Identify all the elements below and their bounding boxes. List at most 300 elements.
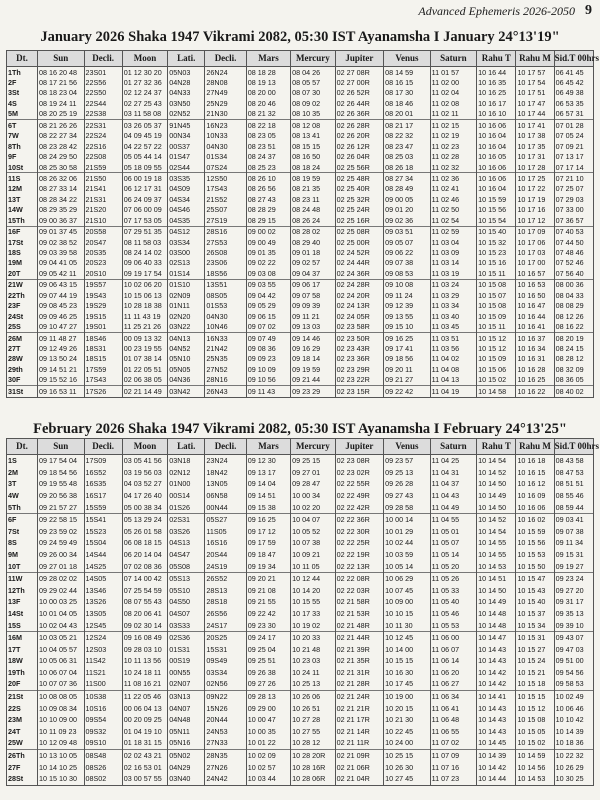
cell-date: 20F <box>7 678 38 690</box>
cell-rahu-true: 10 14 42 <box>477 678 516 690</box>
february-title: February 2026 Shaka 1947 Vikrami 2082, 05:30 IST Ayanamsha I February 24°13'25" <box>33 421 567 437</box>
cell-sidereal-time: 09 39 10 <box>554 619 593 631</box>
table-row <box>7 572 594 584</box>
cell-mercury: 09 14 46 <box>291 332 335 343</box>
cell-moon-declination: 18N42 <box>205 467 246 479</box>
cell-date: 19Th <box>7 667 38 679</box>
cell-date: 10St <box>7 162 38 173</box>
cell-jupiter: 02 22 30R <box>335 526 384 538</box>
cell-mars: 08 19 13 <box>246 77 290 87</box>
cell-mars: 08 20 46 <box>246 98 290 108</box>
table-row <box>7 526 594 538</box>
cell-venus: 08 20 01 <box>384 109 431 120</box>
cell-saturn: 11 02 54 <box>430 215 477 226</box>
cell-sidereal-time: 09 19 27 <box>554 560 593 572</box>
table-row <box>7 585 594 597</box>
cell-moon-declination: 21N30 <box>205 109 246 120</box>
cell-mars: 09 26 38 <box>246 667 290 679</box>
cell-sun-declination: 15S59 <box>84 501 122 513</box>
cell-jupiter: 02 27 00R <box>335 77 384 87</box>
cell-rahu-mean: 10 17 54 <box>516 77 554 87</box>
cell-sun-declination: 16S17 <box>84 490 122 502</box>
cell-venus: 10 22 45 <box>384 726 431 738</box>
cell-saturn: 11 04 49 <box>430 501 477 513</box>
cell-date: 13T <box>7 194 38 204</box>
table-row <box>7 501 594 513</box>
cell-sidereal-time: 10 26 29 <box>554 761 593 773</box>
cell-rahu-true: 10 14 43 <box>477 655 516 667</box>
cell-moon-latitude: 00S14 <box>168 490 205 502</box>
cell-jupiter: 02 25 56R <box>335 162 384 173</box>
cell-moon-latitude: 04S07 <box>168 608 205 620</box>
cell-mars: 08 22 18 <box>246 120 290 131</box>
cell-moon-latitude: 04S47 <box>168 549 205 561</box>
cell-date: 17T <box>7 644 38 656</box>
cell-mercury: 08 09 02 <box>291 98 335 108</box>
cell-moon: 08 20 06 41 <box>122 608 167 620</box>
cell-moon-declination: 09N22 <box>205 690 246 702</box>
cell-venus: 09 15 10 <box>384 322 431 333</box>
cell-saturn: 11 02 00 <box>430 77 477 87</box>
col-header-moon: Moon <box>122 439 167 455</box>
cell-rahu-mean: 10 17 38 <box>516 131 554 141</box>
cell-rahu-mean: 10 17 31 <box>516 152 554 162</box>
cell-sun-declination: 08S48 <box>84 749 122 761</box>
cell-rahu-mean: 10 16 15 <box>516 467 554 479</box>
cell-saturn: 11 04 13 <box>430 375 477 386</box>
cell-jupiter: 02 26 20R <box>335 131 384 141</box>
cell-moon-latitude: 03N22 <box>168 322 205 333</box>
january-header-row <box>7 51 594 67</box>
cell-mercury: 09 25 15 <box>291 455 335 467</box>
cell-saturn: 11 05 33 <box>430 585 477 597</box>
cell-sun: 10 15 10 30 <box>38 773 85 785</box>
cell-jupiter: 02 23 58R <box>335 322 384 333</box>
cell-saturn: 11 06 55 <box>430 726 477 738</box>
table-row <box>7 247 594 257</box>
february-header-row <box>7 439 594 455</box>
cell-sun: 09 29 02 44 <box>38 585 85 597</box>
cell-saturn: 11 03 24 <box>430 279 477 290</box>
cell-rahu-true: 10 16 06 <box>477 162 516 173</box>
cell-sidereal-time: 07 52 46 <box>554 258 593 268</box>
cell-rahu-mean: 10 17 44 <box>516 109 554 120</box>
cell-moon-latitude: 01S26 <box>168 501 205 513</box>
cell-sun: 09 09 46 25 <box>38 311 85 321</box>
cell-mercury: 09 13 03 <box>291 322 335 333</box>
table-row <box>7 678 594 690</box>
cell-rahu-true: 10 16 35 <box>477 77 516 87</box>
cell-sun-declination: 23S01 <box>84 67 122 78</box>
cell-date: 3T <box>7 478 38 490</box>
cell-sidereal-time: 06 41 45 <box>554 67 593 78</box>
cell-sidereal-time: 08 43 58 <box>554 455 593 467</box>
cell-mercury: 10 11 05 <box>291 560 335 572</box>
cell-jupiter: 02 22 42R <box>335 501 384 513</box>
cell-sun-declination: 22S50 <box>84 88 122 98</box>
cell-mars: 09 16 25 <box>246 513 290 525</box>
cell-sidereal-time: 06 49 38 <box>554 88 593 98</box>
cell-moon-latitude: 04N36 <box>168 375 205 386</box>
cell-moon: 09 19 17 54 <box>122 268 167 279</box>
cell-sun-declination: 15S41 <box>84 513 122 525</box>
cell-mars: 09 25 04 <box>246 644 290 656</box>
cell-moon-declination: 03S34 <box>205 667 246 679</box>
cell-rahu-true: 10 14 39 <box>477 749 516 761</box>
cell-moon-latitude: 02N12 <box>168 467 205 479</box>
cell-venus: 10 06 29 <box>384 572 431 584</box>
cell-sun: 10 10 09 00 <box>38 714 85 726</box>
cell-mars: 09 11 43 <box>246 386 290 397</box>
table-row <box>7 131 594 141</box>
cell-rahu-mean: 10 17 06 <box>516 237 554 247</box>
cell-mars: 08 23 05 <box>246 131 290 141</box>
cell-rahu-true: 10 15 12 <box>477 332 516 343</box>
cell-saturn: 11 02 04 <box>430 88 477 98</box>
cell-saturn: 11 02 36 <box>430 173 477 184</box>
cell-rahu-true: 10 14 55 <box>477 537 516 549</box>
cell-moon: 02 06 38 05 <box>122 375 167 386</box>
cell-moon-latitude: 04N13 <box>168 332 205 343</box>
cell-sidereal-time: 08 32 09 <box>554 364 593 374</box>
cell-moon-declination: 27N49 <box>205 88 246 98</box>
cell-moon-latitude: 02S36 <box>168 631 205 643</box>
cell-saturn: 11 04 31 <box>430 467 477 479</box>
cell-jupiter: 02 23 29R <box>335 364 384 374</box>
cell-rahu-mean: 10 17 35 <box>516 141 554 151</box>
cell-moon: 04 09 45 19 <box>122 131 167 141</box>
cell-venus: 08 27 34 <box>384 173 431 184</box>
cell-sidereal-time: 10 06 46 <box>554 702 593 714</box>
cell-mars: 09 22 42 <box>246 608 290 620</box>
cell-venus: 10 19 00 <box>384 690 431 702</box>
cell-sun: 08 17 21 56 <box>38 77 85 87</box>
cell-rahu-mean: 10 16 44 <box>516 311 554 321</box>
cell-mars: 09 27 26 <box>246 678 290 690</box>
cell-sun-declination: 11S00 <box>84 678 122 690</box>
cell-moon-declination: 21N42 <box>205 343 246 353</box>
cell-sidereal-time: 07 48 46 <box>554 247 593 257</box>
table-row <box>7 279 594 290</box>
cell-sidereal-time: 07 25 07 <box>554 184 593 194</box>
cell-moon-declination: 04N30 <box>205 141 246 151</box>
cell-saturn: 11 07 02 <box>430 737 477 749</box>
table-row <box>7 364 594 374</box>
cell-sidereal-time: 07 36 57 <box>554 215 593 226</box>
cell-mercury: 08 04 26 <box>291 67 335 78</box>
cell-rahu-mean: 10 15 56 <box>516 537 554 549</box>
cell-date: 14St <box>7 608 38 620</box>
table-row <box>7 386 594 397</box>
table-row <box>7 98 594 108</box>
cell-sun: 09 28 02 02 <box>38 572 85 584</box>
cell-date: 30F <box>7 375 38 386</box>
cell-sun: 09 01 37 45 <box>38 226 85 237</box>
cell-venus: 10 14 00 <box>384 644 431 656</box>
cell-sun-declination: 20S23 <box>84 258 122 268</box>
cell-date: 8S <box>7 537 38 549</box>
cell-rahu-mean: 10 16 31 <box>516 354 554 364</box>
cell-rahu-mean: 10 15 47 <box>516 572 554 584</box>
cell-sun: 09 26 00 34 <box>38 549 85 561</box>
cell-moon-declination: 23N24 <box>205 455 246 467</box>
table-row <box>7 667 594 679</box>
cell-rahu-mean: 10 17 00 <box>516 258 554 268</box>
cell-mars: 08 26 10 <box>246 173 290 184</box>
cell-moon: 00 20 09 25 <box>122 714 167 726</box>
cell-moon-declination: 25N29 <box>205 98 246 108</box>
cell-moon: 03 00 57 55 <box>122 773 167 785</box>
cell-mars: 09 18 47 <box>246 549 290 561</box>
february-table-body <box>7 455 594 786</box>
cell-venus: 09 20 11 <box>384 364 431 374</box>
cell-mercury: 10 21 48 <box>291 644 335 656</box>
cell-mars: 10 00 35 <box>246 726 290 738</box>
cell-date: 7W <box>7 131 38 141</box>
cell-rahu-mean: 10 17 57 <box>516 67 554 78</box>
col-header-venus: Venus <box>384 439 431 455</box>
cell-venus: 10 05 14 <box>384 560 431 572</box>
cell-rahu-mean: 10 16 12 <box>516 478 554 490</box>
cell-date: 3St <box>7 88 38 98</box>
cell-sun-declination: 10S38 <box>84 690 122 702</box>
cell-saturn: 11 06 00 <box>430 631 477 643</box>
cell-mars: 09 14 04 <box>246 478 290 490</box>
cell-moon-declination: 05S27 <box>205 513 246 525</box>
cell-moon-declination: 25S07 <box>205 205 246 215</box>
cell-moon-declination: 12S50 <box>205 173 246 184</box>
cell-sun-declination: 21S50 <box>84 173 122 184</box>
cell-moon: 07 29 51 35 <box>122 226 167 237</box>
cell-sidereal-time: 08 59 44 <box>554 501 593 513</box>
cell-sidereal-time: 09 23 24 <box>554 572 593 584</box>
cell-rahu-mean: 10 17 28 <box>516 162 554 173</box>
cell-sidereal-time: 09 03 41 <box>554 513 593 525</box>
cell-moon-declination: 18S56 <box>205 268 246 279</box>
cell-venus: 08 23 47 <box>384 141 431 151</box>
cell-rahu-mean: 10 16 28 <box>516 364 554 374</box>
cell-sidereal-time: 07 40 53 <box>554 226 593 237</box>
cell-venus: 10 15 15 <box>384 655 431 667</box>
cell-sidereal-time: 08 16 22 <box>554 322 593 333</box>
january-ephemeris-table <box>6 50 600 398</box>
cell-moon-declination: 16S16 <box>205 537 246 549</box>
table-row <box>7 478 594 490</box>
cell-saturn: 11 03 40 <box>430 311 477 321</box>
cell-sidereal-time: 09 47 03 <box>554 644 593 656</box>
cell-mercury: 10 07 38 <box>291 537 335 549</box>
cell-moon-latitude: 04N28 <box>168 77 205 87</box>
table-row <box>7 490 594 502</box>
cell-jupiter: 02 22 25R <box>335 537 384 549</box>
cell-mars: 08 28 29 <box>246 205 290 215</box>
cell-sun-declination: 12S24 <box>84 631 122 643</box>
cell-moon: 05 26 01 58 <box>122 526 167 538</box>
cell-sun-declination: 22S31 <box>84 120 122 131</box>
cell-saturn: 11 07 09 <box>430 749 477 761</box>
cell-mercury: 09 04 37 <box>291 268 335 279</box>
cell-sun: 09 11 48 27 <box>38 332 85 343</box>
cell-moon: 03 05 41 56 <box>122 455 167 467</box>
table-row <box>7 714 594 726</box>
cell-moon-latitude: 01N00 <box>168 478 205 490</box>
cell-jupiter: 02 23 22R <box>335 375 384 386</box>
cell-sun-declination: 15S04 <box>84 537 122 549</box>
cell-moon-latitude: 00N55 <box>168 667 205 679</box>
cell-mars: 09 19 34 <box>246 560 290 572</box>
cell-mercury: 10 27 28 <box>291 714 335 726</box>
cell-venus: 09 00 05 <box>384 194 431 204</box>
cell-moon-latitude: 05N05 <box>168 364 205 374</box>
cell-sun-declination: 16S52 <box>84 467 122 479</box>
cell-sun-declination: 22S56 <box>84 77 122 87</box>
cell-rahu-mean: 10 16 06 <box>516 501 554 513</box>
cell-moon: 09 28 03 10 <box>122 644 167 656</box>
cell-sidereal-time: 09 35 13 <box>554 608 593 620</box>
cell-rahu-mean: 10 15 27 <box>516 644 554 656</box>
cell-date: 9F <box>7 152 38 162</box>
cell-mars: 09 10 09 <box>246 364 290 374</box>
cell-sun-declination: 18S46 <box>84 332 122 343</box>
cell-mars: 09 20 21 <box>246 572 290 584</box>
cell-rahu-true: 10 14 48 <box>477 608 516 620</box>
cell-sun-declination: 19S29 <box>84 301 122 311</box>
cell-mars: 09 21 08 <box>246 585 290 597</box>
cell-sun: 08 23 28 42 <box>38 141 85 151</box>
cell-sidereal-time: 08 55 46 <box>554 490 593 502</box>
cell-sun-declination: 15S23 <box>84 526 122 538</box>
cell-date: 20T <box>7 268 38 279</box>
cell-saturn: 11 02 19 <box>430 131 477 141</box>
cell-moon: 03 26 05 37 <box>122 120 167 131</box>
cell-sun-declination: 16S35 <box>84 478 122 490</box>
cell-moon-declination: 21S52 <box>205 194 246 204</box>
cell-rahu-mean: 10 17 03 <box>516 247 554 257</box>
cell-sidereal-time: 08 51 51 <box>554 478 593 490</box>
cell-venus: 09 16 25 <box>384 332 431 343</box>
cell-venus: 08 18 46 <box>384 98 431 108</box>
col-header-moon-declination: Decli. <box>205 51 246 67</box>
cell-venus: 08 28 49 <box>384 184 431 194</box>
cell-rahu-mean: 10 15 02 <box>516 737 554 749</box>
cell-sidereal-time: 07 29 03 <box>554 194 593 204</box>
col-header-rahu-mean: Rahu M <box>516 51 554 67</box>
cell-saturn: 11 05 14 <box>430 549 477 561</box>
cell-rahu-mean: 10 15 37 <box>516 608 554 620</box>
cell-mercury: 08 16 50 <box>291 152 335 162</box>
cell-moon-latitude: 03S35 <box>168 173 205 184</box>
cell-moon-declination: 13N05 <box>205 478 246 490</box>
cell-mars: 09 01 35 <box>246 247 290 257</box>
cell-saturn: 11 02 32 <box>430 162 477 173</box>
cell-date: 16F <box>7 226 38 237</box>
cell-sun: 10 02 04 43 <box>38 619 85 631</box>
cell-rahu-true: 10 16 06 <box>477 173 516 184</box>
february-ephemeris-table <box>6 438 600 786</box>
cell-sidereal-time: 07 44 50 <box>554 237 593 247</box>
cell-date: 7St <box>7 526 38 538</box>
cell-sun: 09 16 53 11 <box>38 386 85 397</box>
cell-venus: 09 07 38 <box>384 258 431 268</box>
cell-rahu-mean: 10 16 50 <box>516 290 554 300</box>
cell-moon-declination: 16N23 <box>205 120 246 131</box>
cell-moon-latitude: 04S12 <box>168 226 205 237</box>
cell-venus: 09 23 57 <box>384 455 431 467</box>
cell-jupiter: 02 25 40R <box>335 184 384 194</box>
cell-venus: 10 07 45 <box>384 585 431 597</box>
col-header-rahu-mean: Rahu M <box>516 439 554 455</box>
cell-rahu-true: 10 15 09 <box>477 311 516 321</box>
cell-moon-latitude: 05N11 <box>168 726 205 738</box>
cell-rahu-mean: 10 17 09 <box>516 226 554 237</box>
cell-moon: 01 18 31 15 <box>122 737 167 749</box>
cell-sun-declination: 22S16 <box>84 141 122 151</box>
cell-moon-declination: 26N43 <box>205 386 246 397</box>
cell-mars: 09 07 49 <box>246 332 290 343</box>
table-row <box>7 237 594 247</box>
cell-jupiter: 02 26 44R <box>335 98 384 108</box>
cell-mercury: 08 05 57 <box>291 77 335 87</box>
cell-moon: 06 08 18 15 <box>122 537 167 549</box>
cell-mercury: 10 14 20 <box>291 585 335 597</box>
cell-mars: 08 23 51 <box>246 141 290 151</box>
cell-rahu-true: 10 14 43 <box>477 726 516 738</box>
cell-mars: 09 04 42 <box>246 290 290 300</box>
cell-saturn: 11 06 41 <box>430 702 477 714</box>
cell-mars: 09 10 56 <box>246 375 290 386</box>
table-row <box>7 194 594 204</box>
cell-rahu-mean: 10 15 59 <box>516 526 554 538</box>
cell-saturn: 11 03 56 <box>430 343 477 353</box>
cell-moon-latitude: 03N13 <box>168 690 205 702</box>
cell-venus: 10 25 15 <box>384 749 431 761</box>
cell-venus: 08 25 03 <box>384 152 431 162</box>
cell-jupiter: 02 21 11R <box>335 737 384 749</box>
cell-jupiter: 02 25 16R <box>335 215 384 226</box>
cell-moon-declination: 01S34 <box>205 152 246 162</box>
cell-date: 17St <box>7 237 38 247</box>
cell-moon: 02 16 53 01 <box>122 761 167 773</box>
table-row <box>7 215 594 226</box>
cell-date: 18S <box>7 247 38 257</box>
cell-mercury: 09 28 47 <box>291 478 335 490</box>
cell-saturn: 11 05 40 <box>430 596 477 608</box>
table-row <box>7 258 594 268</box>
table-row <box>7 596 594 608</box>
cell-date: 11S <box>7 173 38 184</box>
cell-mars: 10 03 44 <box>246 773 290 785</box>
cell-rahu-mean: 10 15 31 <box>516 631 554 643</box>
cell-rahu-mean: 10 16 57 <box>516 268 554 279</box>
cell-mars: 09 02 22 <box>246 258 290 268</box>
cell-jupiter: 02 21 17R <box>335 714 384 726</box>
cell-rahu-mean: 10 17 12 <box>516 215 554 226</box>
cell-sun-declination: 10S16 <box>84 702 122 714</box>
cell-moon: 07 02 08 36 <box>122 560 167 572</box>
cell-venus: 09 17 41 <box>384 343 431 353</box>
cell-moon: 10 28 18 38 <box>122 301 167 311</box>
cell-rahu-true: 10 16 04 <box>477 141 516 151</box>
cell-date: 22S <box>7 702 38 714</box>
cell-sidereal-time: 06 57 31 <box>554 109 593 120</box>
col-header-date: Dt. <box>7 439 38 455</box>
cell-sun: 08 29 35 29 <box>38 205 85 215</box>
cell-sun: 09 19 55 48 <box>38 478 85 490</box>
cell-rahu-true: 10 15 11 <box>477 268 516 279</box>
cell-rahu-true: 10 15 59 <box>477 194 516 204</box>
cell-rahu-true: 10 14 47 <box>477 631 516 643</box>
cell-moon-latitude: 04S13 <box>168 537 205 549</box>
